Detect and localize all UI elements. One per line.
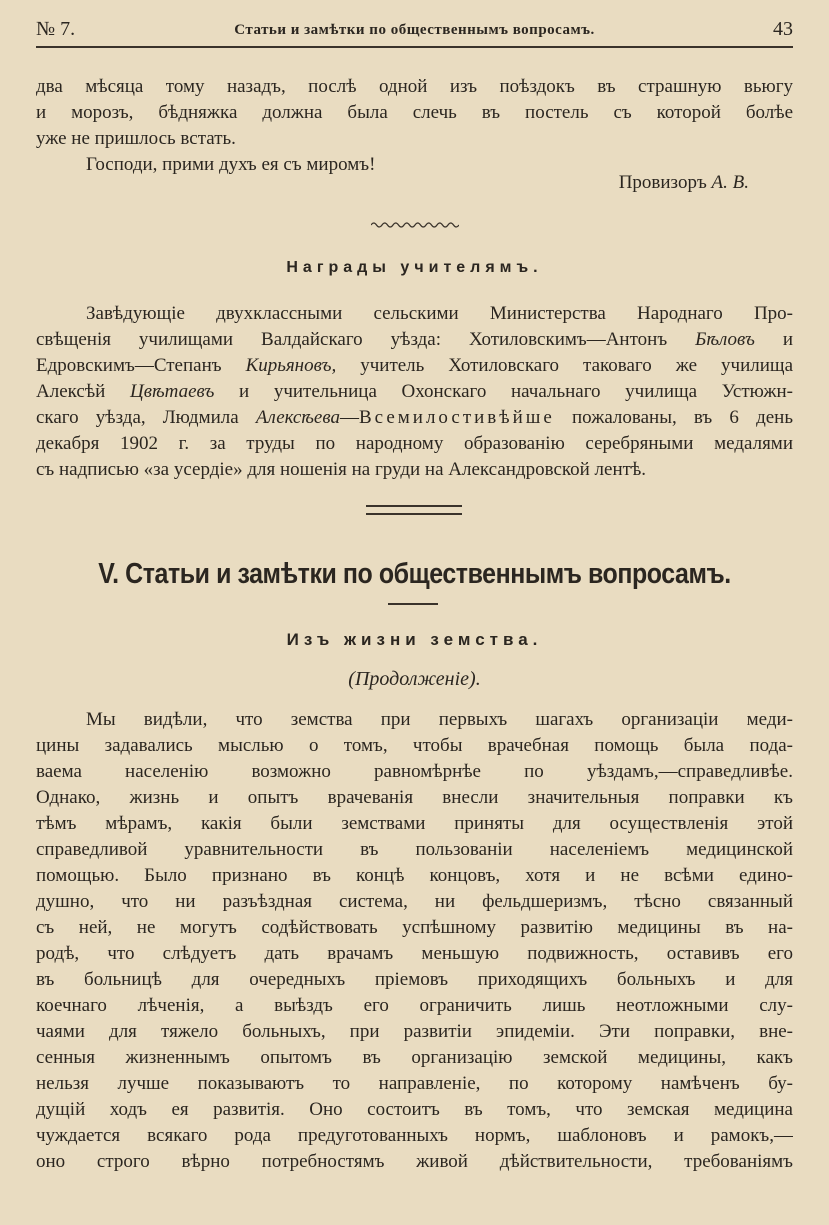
text-line: ваема населенію возможно равномѣрнѣе по уѣздамъ,—справедливѣе. <box>36 761 793 782</box>
awards-paragraph <box>36 301 793 483</box>
text-line: помощью. Было признано въ концѣ концовъ, хотя и не всѣми едино- <box>36 865 793 886</box>
line-text: и <box>782 329 793 350</box>
signature <box>619 172 749 194</box>
text-line: два мѣсяца тому назадъ, послѣ одной изъ поѣздокъ въ страшную вьюгу <box>36 76 793 97</box>
intro-paragraph <box>36 74 793 178</box>
signature-role: Провизоръ <box>618 172 707 193</box>
section-title: V. Статьи и замѣтки по общественнымъ вопросамъ. <box>98 558 731 590</box>
line-text: Алексѣй <box>36 381 106 402</box>
dash: — <box>339 407 359 428</box>
text-line: дущій ходъ ея развитія. Оно состоитъ въ томъ, что земская медицина <box>36 1099 793 1120</box>
line-text: и учительница Охонскаго начальнаго училища Устюжн- <box>239 381 793 402</box>
spaced-word: Всемилостивѣйше <box>358 407 555 428</box>
person-name: Бѣловъ <box>695 329 755 350</box>
wavy-divider <box>371 221 459 229</box>
text-line: Господи, прими духъ ея съ миромъ! <box>86 154 376 175</box>
text-line: сенныя жизненнымъ опытомъ въ организацію земской медицины, какъ <box>36 1047 793 1068</box>
running-title: Статьи и замѣтки по общественнымъ вопросамъ. <box>234 22 595 38</box>
person-name: Цвѣтаевъ <box>129 381 215 402</box>
text-line: цины задавались мыслью о томъ, чтобы врачебная помощь была пода- <box>36 735 793 756</box>
text-line <box>36 405 793 431</box>
text-line: съ надписью «за усердіе» для ношенія на груди на Александровской лентѣ. <box>36 459 647 480</box>
awards-heading: Награды учителямъ. <box>286 259 543 276</box>
text-line: Однако, жизнь и опытъ врачеванія внесли значительныя поправки къ <box>36 787 793 808</box>
text-line <box>36 379 793 405</box>
section-subheading: Изъ жизни земства. <box>286 630 543 649</box>
line-text: свѣщенія училищами Валдайскаго уѣзда: Хотиловскимъ—Антонъ <box>36 329 668 350</box>
line-text: скаго уѣзда, Людмила <box>36 407 239 428</box>
text-line: душно, что ни разъѣздная система, ни фельдшеризмъ, тѣсно связанный <box>36 891 793 912</box>
line-text: Едровскимъ—Степанъ <box>36 355 222 376</box>
body-paragraph <box>36 707 793 1175</box>
person-name: Кирьяновъ, <box>245 355 337 376</box>
page-number: 43 <box>773 18 793 40</box>
text-line: коечнаго лѣченія, а выѣздъ его ограничить лишь неотложными слу- <box>36 995 793 1016</box>
text-line: чуждается всякаго рода предуготованныхъ нормъ, шаблоновъ и рамокъ,— <box>36 1125 793 1146</box>
line-text: пожалованы, въ 6 день <box>572 407 793 428</box>
issue-number: № 7. <box>36 18 76 40</box>
name-with-dash <box>256 407 555 428</box>
text-line: уже не пришлось встать. <box>36 128 236 149</box>
text-line <box>36 327 793 353</box>
running-header <box>36 18 793 48</box>
text-line <box>36 353 793 379</box>
double-rule-divider <box>366 505 462 515</box>
text-line: въ больницѣ для очередныхъ пріемовъ приходящихъ больныхъ и для <box>36 969 793 990</box>
text-line: и морозъ, бѣдняжка должна была слечь въ постель съ которой болѣе <box>36 102 793 123</box>
text-line: чаями для тяжело больныхъ, при развитіи эпидеміи. Эти поправки, вне- <box>36 1021 793 1042</box>
text-line: тѣмъ мѣрамъ, какія были земствами приняты для осуществленія этой <box>36 813 793 834</box>
signature-name: А. В. <box>711 172 749 193</box>
text-line: съ ней, не могутъ содѣйствовать успѣшному развитію медицины въ на- <box>36 917 793 938</box>
text-line: нельзя лучше показываютъ то направленіе, по которому намѣченъ бу- <box>36 1073 793 1094</box>
person-name: Алексѣева <box>255 407 340 428</box>
short-rule <box>388 603 438 605</box>
text-line: декабря 1902 г. за труды по народному образованію серебряными медалями <box>36 433 793 454</box>
text-line: Завѣдующіе двухклассными сельскими Министерства Народнаго Про- <box>86 303 793 324</box>
text-line: оно строго вѣрно потребностямъ живой дѣйствительности, требованіямъ <box>36 1151 793 1172</box>
text-line: Мы видѣли, что земства при первыхъ шагахъ организаціи меди- <box>86 709 793 730</box>
line-text: учитель Хотиловскаго таковаго же училища <box>360 355 793 376</box>
continued-label: (Продолженіе). <box>348 668 481 690</box>
text-line: справедливой уравнительности въ пользованіи населеніемъ медицинской <box>36 839 793 860</box>
text-line: родѣ, что слѣдуетъ дать врачамъ меньшую подвижность, оставивъ его <box>36 943 793 964</box>
